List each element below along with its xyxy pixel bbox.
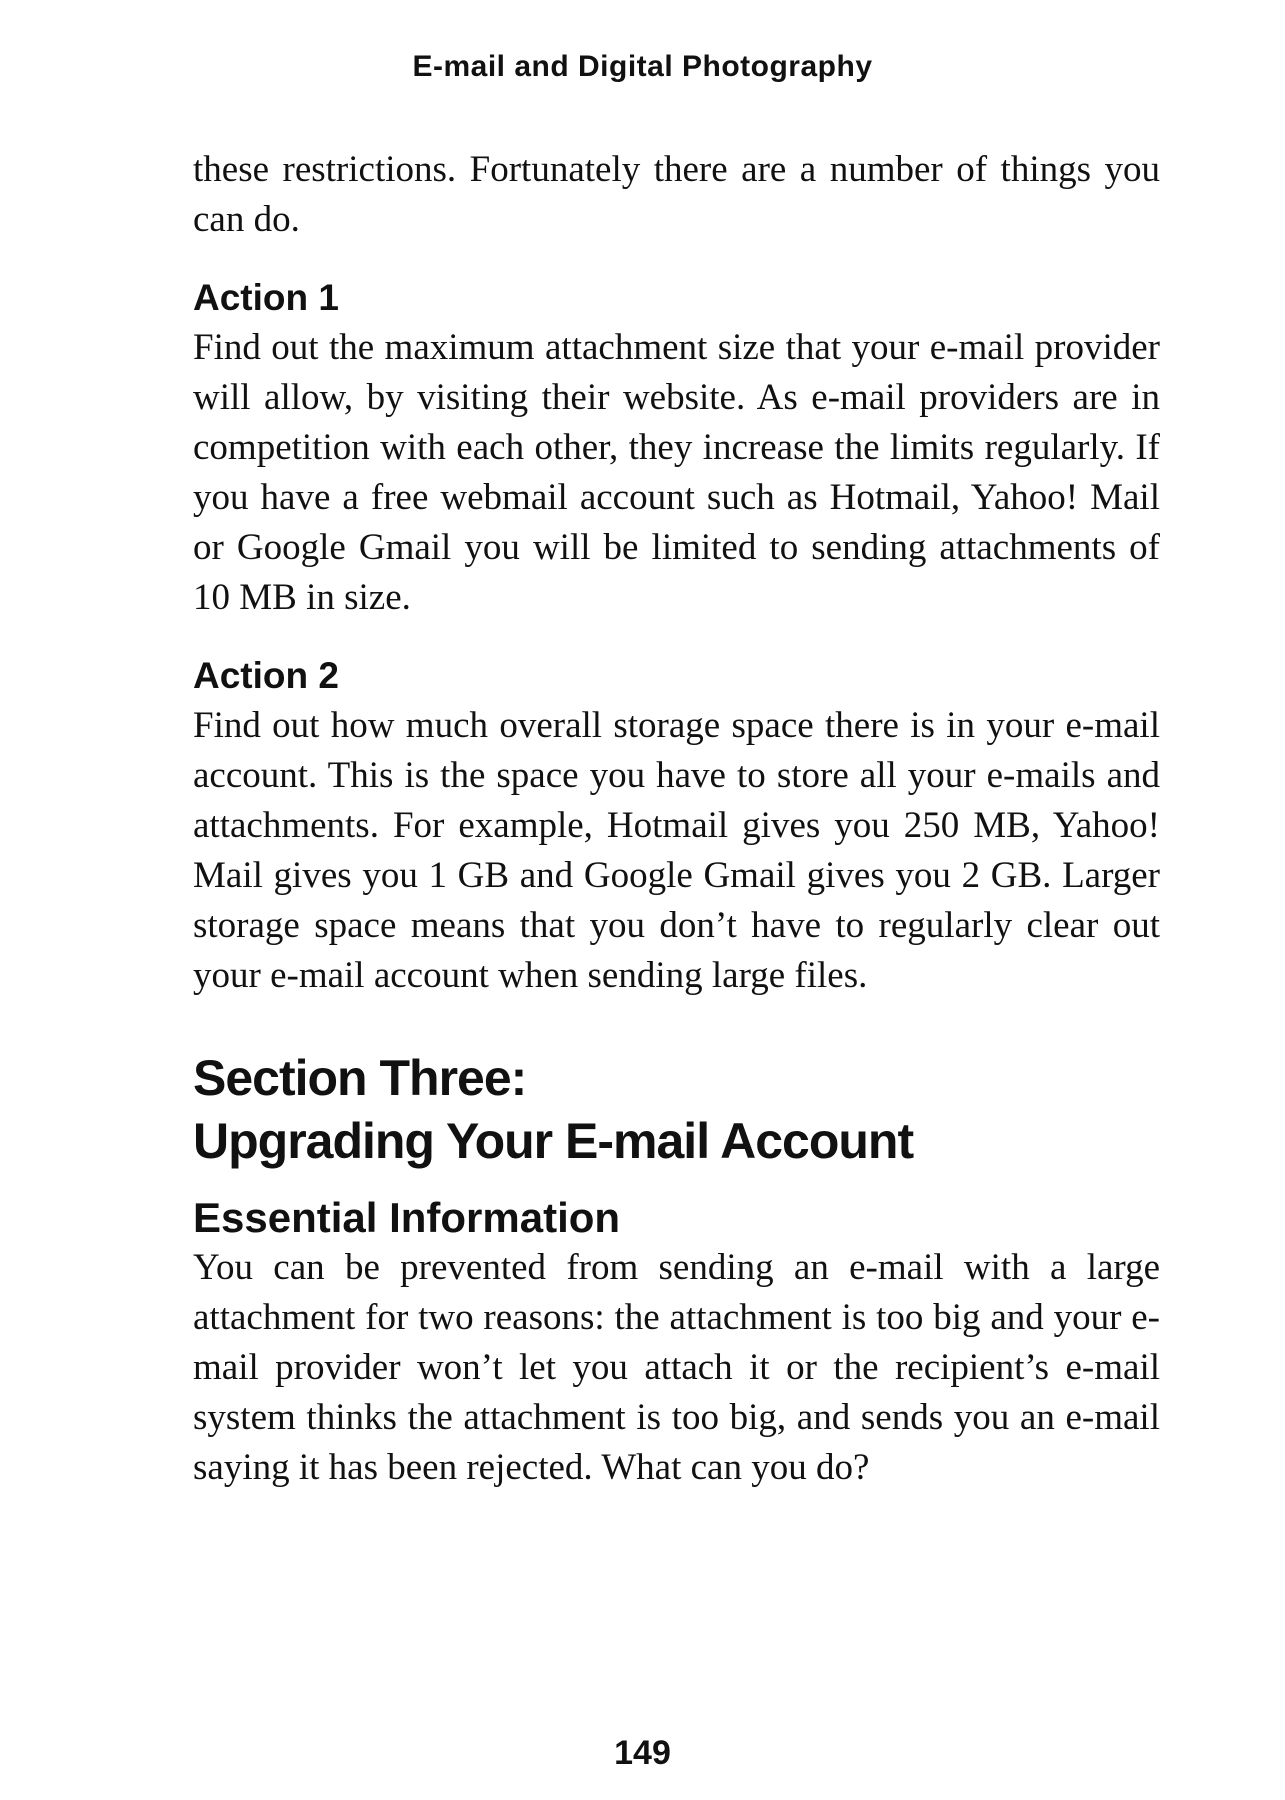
action-2-heading: Action 2: [193, 655, 339, 696]
page-number: 149: [614, 1734, 671, 1772]
action-1-paragraph: Find out the maximum attachment size that your e-mail provider will allow, by visiting their website. As e-mail providers are in competition with each other, they increase the limits regularly. If you have a free webmail account such as Hotmail, Yahoo! Mail or Google Gmail you will be limited to sending attachments of 10 MB in size.: [193, 327, 1160, 618]
essential-information-paragraph: You can be prevented from sending an e-mail with a large attachment for two reasons: the attachment is too big and your e-mail provider won’t let you attach it or the recipient’s e-mail system thinks the attachment is too big, and sends you an e-mail saying it has been rejected. What can you do?: [193, 1247, 1160, 1488]
section-title-line-1: Section Three:: [193, 1050, 527, 1106]
action-1-heading: Action 1: [193, 277, 339, 318]
intro-paragraph: these restrictions. Fortunately there are a number of things you can do.: [193, 149, 1160, 240]
action-2-paragraph: Find out how much overall storage space there is in your e-mail account. This is the space you have to store all your e-mails and attachments. For example, Hotmail gives you 250 MB, Yahoo! Mail gives you 1 GB and Google Gmail gives you 2 GB. Larger storage space means that you don’t have to regularly clear out your e-mail account when sending large files.: [193, 705, 1160, 996]
page-body: [193, 145, 1160, 1493]
section-title: [193, 1047, 1160, 1173]
section-title-line-2: Upgrading Your E-mail Account: [193, 1113, 914, 1169]
running-header: E-mail and Digital Photography: [412, 50, 873, 83]
essential-information-heading: Essential Information: [193, 1194, 621, 1241]
